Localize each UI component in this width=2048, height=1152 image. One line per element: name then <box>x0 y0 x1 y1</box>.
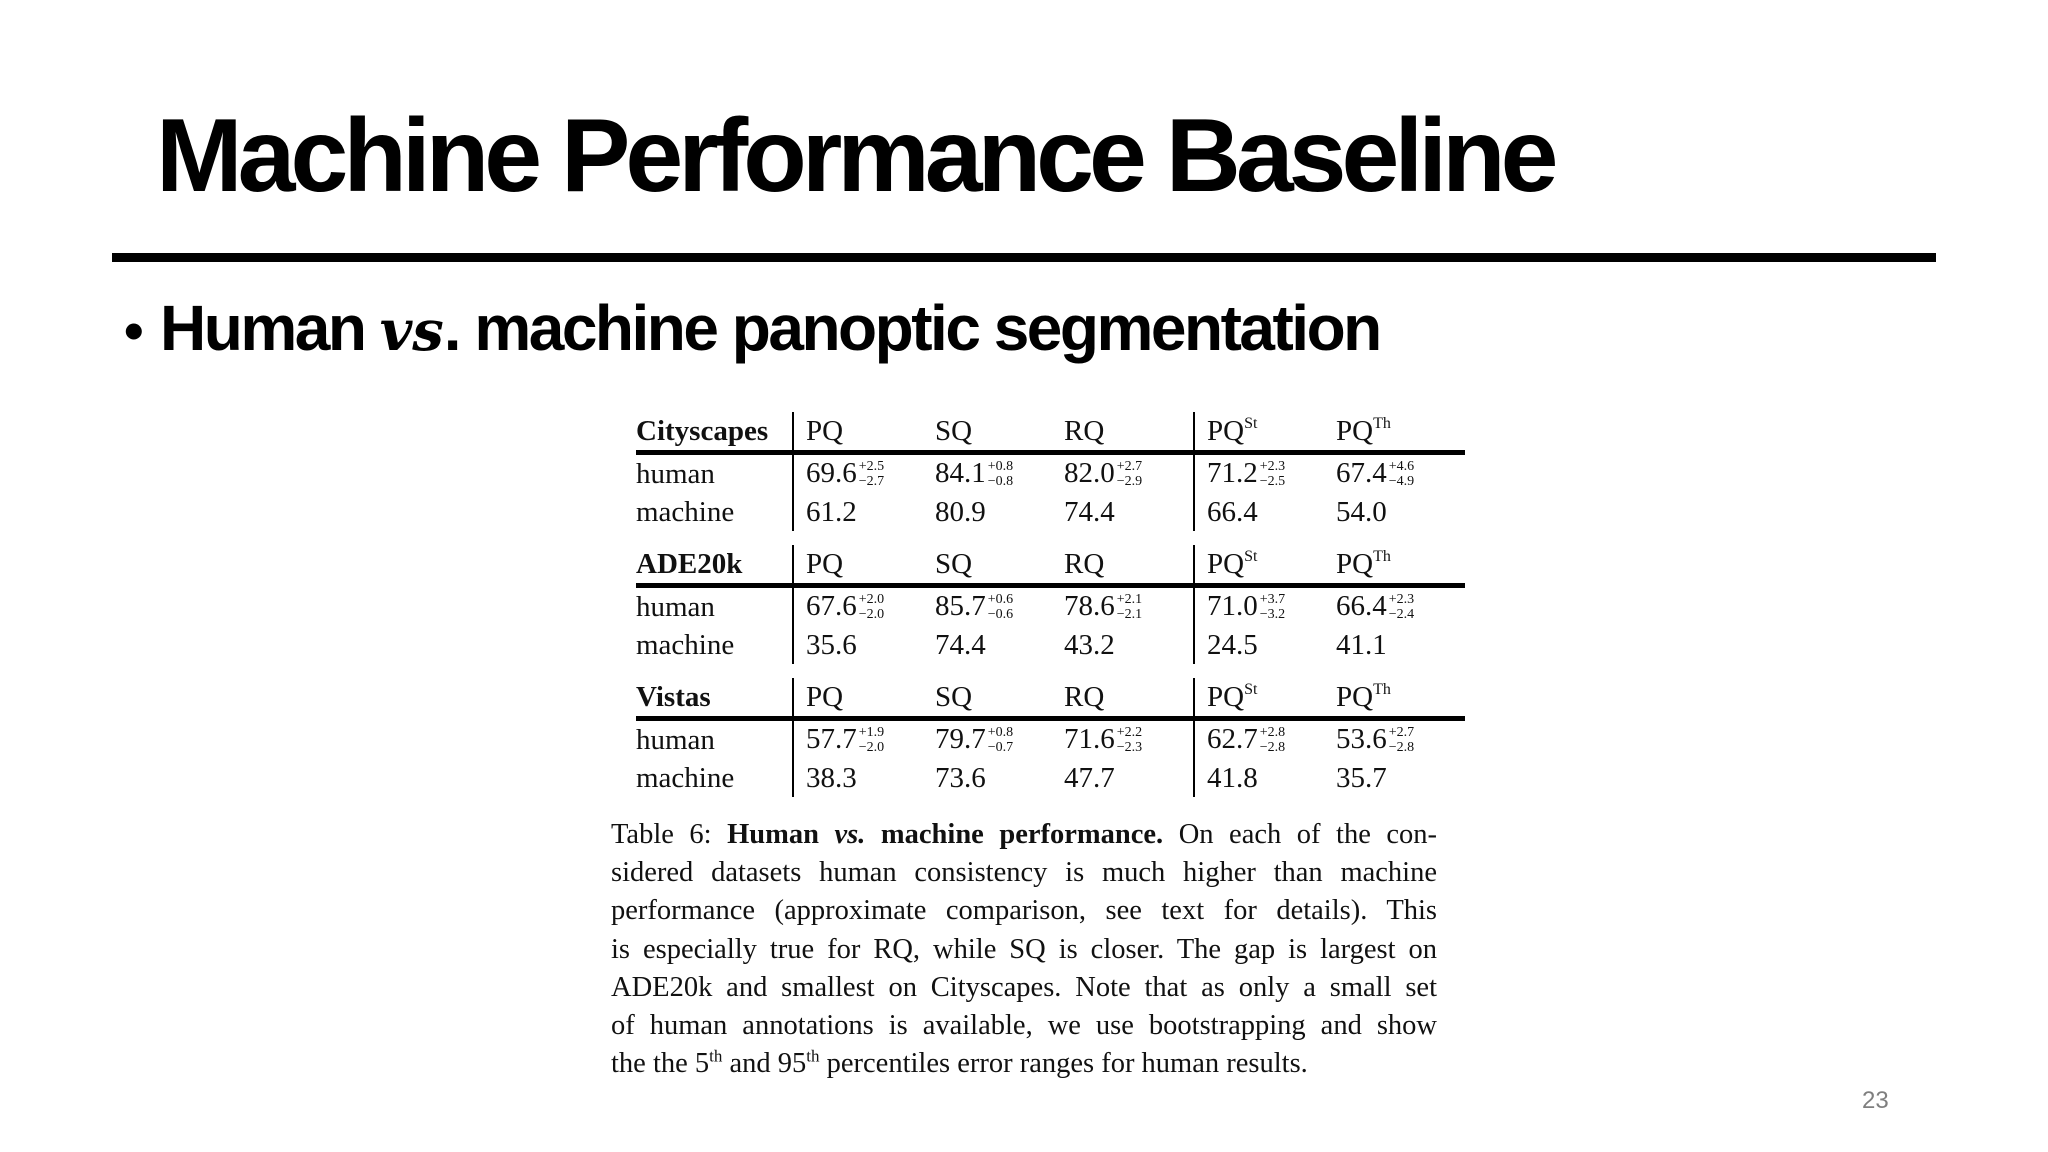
error-minus: −2.0 <box>858 606 885 622</box>
bullet-vs-dot: . <box>443 292 460 364</box>
machine-sq-cell: 73.6 <box>935 761 986 794</box>
machine-pq-cell: 35.6 <box>793 626 935 664</box>
bullet-point <box>124 292 1380 364</box>
error-minus: −2.9 <box>1116 473 1143 489</box>
error-range <box>988 592 1013 622</box>
table-row <box>636 453 1465 494</box>
error-minus: −2.4 <box>1388 606 1415 622</box>
human-value: 85.7 <box>935 590 986 623</box>
error-range <box>988 725 1013 755</box>
error-plus: +2.0 <box>858 591 885 607</box>
error-plus: +2.3 <box>1259 458 1286 474</box>
human-value: 71.6 <box>1064 723 1115 756</box>
error-plus: +2.1 <box>1116 591 1143 607</box>
dataset-name: Vistas <box>636 678 793 719</box>
machine-sq-cell: 74.4 <box>935 628 986 661</box>
machine-sq-cell: 80.9 <box>935 495 986 528</box>
metric-header-rq: RQ <box>1064 412 1194 453</box>
human-pq-th-cell <box>1336 453 1465 494</box>
metric-header-pq-th: $PQ^{Th}$ <box>1336 412 1465 453</box>
human-pq-st-cell <box>1194 586 1336 627</box>
results-table <box>636 412 1465 797</box>
error-plus: +4.6 <box>1388 458 1415 474</box>
table-row <box>636 719 1465 760</box>
table-header-row <box>636 678 1465 719</box>
error-minus: −4.9 <box>1388 473 1415 489</box>
metric-header-pq-st: $PQ^{St}$ <box>1194 545 1336 586</box>
metric-header-rq: RQ <box>1064 678 1194 719</box>
metric-header-pq-th: $PQ^{Th}$ <box>1336 545 1465 586</box>
error-plus: +2.8 <box>1259 724 1286 740</box>
human-pq-st-cell <box>1194 453 1336 494</box>
human-value: 67.6 <box>806 590 857 623</box>
caption-line-6: of human annotations is available, we use bootstrapping and show <box>611 1010 1437 1042</box>
row-label: human <box>636 457 715 490</box>
error-minus: −0.7 <box>987 739 1014 755</box>
table-row <box>636 759 1465 797</box>
bullet-marker: • <box>124 299 144 362</box>
machine-rq-cell: 43.2 <box>1064 628 1115 661</box>
metric-header-pq-st: $PQ^{St}$ <box>1194 412 1336 453</box>
error-minus: −2.0 <box>858 739 885 755</box>
human-value: 69.6 <box>806 457 857 490</box>
machine-rq-cell: 74.4 <box>1064 495 1115 528</box>
machine-pq-st-cell: 41.8 <box>1194 759 1336 797</box>
metric-header-sq: SQ <box>935 678 1064 719</box>
machine-pq-cell: 61.2 <box>793 493 935 531</box>
bullet-suffix: machine panoptic segmentation <box>474 292 1380 364</box>
error-range <box>1389 592 1414 622</box>
human-pq-st-cell <box>1194 719 1336 760</box>
metric-header-pq: PQ <box>793 678 935 719</box>
error-plus: +2.2 <box>1116 724 1143 740</box>
caption-line-1: Table 6: Human vs. machine performance. On each of the con- <box>611 819 1438 850</box>
error-range <box>1260 459 1285 489</box>
caption-line-2: sidered datasets human consistency is much higher than machine <box>611 857 1437 889</box>
row-label: human <box>636 590 715 623</box>
human-pq-cell <box>793 719 935 760</box>
human-pq-th-cell <box>1336 586 1465 627</box>
human-rq-cell <box>1064 719 1194 760</box>
table-row <box>636 626 1465 664</box>
bullet-prefix: Human <box>160 292 365 364</box>
human-value: 66.4 <box>1336 590 1387 623</box>
error-plus: +0.8 <box>987 724 1014 740</box>
row-label: machine <box>636 761 735 794</box>
error-range <box>1389 459 1414 489</box>
human-value: 53.6 <box>1336 723 1387 756</box>
error-minus: −2.3 <box>1116 739 1143 755</box>
error-plus: +2.5 <box>858 458 885 474</box>
error-plus: +2.7 <box>1116 458 1143 474</box>
metric-header-sq: SQ <box>935 545 1064 586</box>
error-range <box>1260 592 1285 622</box>
row-label: machine <box>636 628 735 661</box>
human-pq-th-cell <box>1336 719 1465 760</box>
machine-pq-th-cell: 41.1 <box>1336 628 1387 661</box>
human-sq-cell <box>935 453 1064 494</box>
bullet-vs: vs <box>379 298 444 364</box>
error-range <box>988 459 1013 489</box>
dataset-name: ADE20k <box>636 545 793 586</box>
metric-header-pq-st: $PQ^{St}$ <box>1194 678 1336 719</box>
machine-pq-cell: 38.3 <box>793 759 935 797</box>
human-sq-cell <box>935 719 1064 760</box>
error-minus: −3.2 <box>1259 606 1286 622</box>
title-underline <box>112 253 1936 262</box>
table-header-row <box>636 412 1465 453</box>
human-pq-cell <box>793 586 935 627</box>
error-minus: −2.1 <box>1116 606 1143 622</box>
error-plus: +3.7 <box>1259 591 1286 607</box>
human-value: 71.0 <box>1207 590 1258 623</box>
human-pq-cell <box>793 453 935 494</box>
row-label: human <box>636 723 715 756</box>
error-plus: +2.7 <box>1388 724 1415 740</box>
human-rq-cell <box>1064 453 1194 494</box>
error-minus: −2.8 <box>1259 739 1286 755</box>
human-value: 79.7 <box>935 723 986 756</box>
human-value: 62.7 <box>1207 723 1258 756</box>
human-rq-cell <box>1064 586 1194 627</box>
human-sq-cell <box>935 586 1064 627</box>
metric-header-pq: PQ <box>793 545 935 586</box>
error-range <box>1117 592 1142 622</box>
table-caption <box>611 816 1437 1083</box>
human-value: 57.7 <box>806 723 857 756</box>
machine-pq-th-cell: 35.7 <box>1336 761 1387 794</box>
table-row <box>636 493 1465 531</box>
page-number: 23 <box>1862 1087 1889 1114</box>
error-range <box>1260 725 1285 755</box>
human-value: 82.0 <box>1064 457 1115 490</box>
error-range <box>1117 725 1142 755</box>
error-plus: +0.6 <box>987 591 1014 607</box>
table-header-row <box>636 545 1465 586</box>
slide-title: Machine Performance Baseline <box>156 98 1554 214</box>
error-minus: −2.7 <box>858 473 885 489</box>
caption-line-3: performance (approximate comparison, see text for details). This <box>611 895 1437 927</box>
caption-line-5: ADE20k and smallest on Cityscapes. Note that as only a small set <box>611 971 1437 1003</box>
human-value: 78.6 <box>1064 590 1115 623</box>
dataset-name: Cityscapes <box>636 412 793 453</box>
human-value: 67.4 <box>1336 457 1387 490</box>
error-range <box>859 459 884 489</box>
metric-header-pq: PQ <box>793 412 935 453</box>
row-label: machine <box>636 495 735 528</box>
error-minus: −2.8 <box>1388 739 1415 755</box>
caption-line-4: is especially true for RQ, while SQ is closer. The gap is largest on <box>611 933 1437 965</box>
error-range <box>1389 725 1414 755</box>
caption-line-7: the the 5th and 95th percentiles error ranges for human results. <box>611 1046 1308 1080</box>
metric-header-rq: RQ <box>1064 545 1194 586</box>
error-plus: +2.3 <box>1388 591 1415 607</box>
error-range <box>859 592 884 622</box>
metric-header-sq: SQ <box>935 412 1064 453</box>
error-plus: +0.8 <box>987 458 1014 474</box>
error-minus: −2.5 <box>1259 473 1286 489</box>
error-range <box>1117 459 1142 489</box>
machine-rq-cell: 47.7 <box>1064 761 1115 794</box>
table-row <box>636 586 1465 627</box>
machine-pq-st-cell: 66.4 <box>1194 493 1336 531</box>
error-range <box>859 725 884 755</box>
error-minus: −0.6 <box>987 606 1014 622</box>
machine-pq-th-cell: 54.0 <box>1336 495 1387 528</box>
human-value: 84.1 <box>935 457 986 490</box>
machine-pq-st-cell: 24.5 <box>1194 626 1336 664</box>
error-plus: +1.9 <box>858 724 885 740</box>
error-minus: −0.8 <box>987 473 1014 489</box>
metric-header-pq-th: $PQ^{Th}$ <box>1336 678 1465 719</box>
human-value: 71.2 <box>1207 457 1258 490</box>
